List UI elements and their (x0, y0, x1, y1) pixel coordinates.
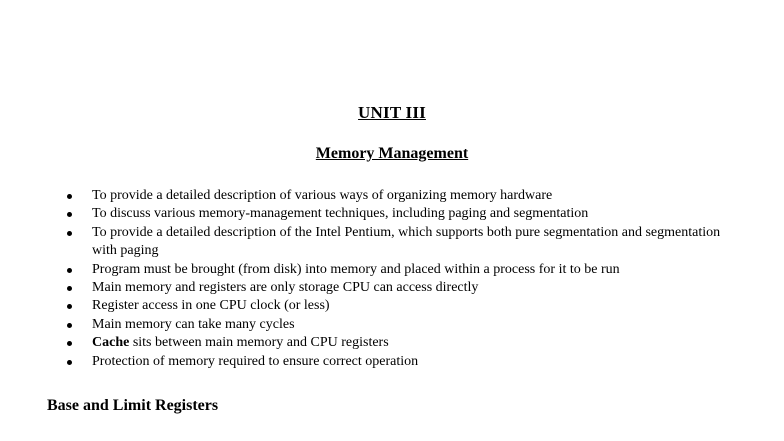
subheading-base-limit-registers: Base and Limit Registers (47, 397, 219, 414)
list-item: Program must be brought (from disk) into memory and placed within a process for it to be run (60, 261, 740, 279)
list-item: Cache sits between main memory and CPU registers (60, 334, 740, 352)
bullet-icon (67, 194, 72, 199)
list-item: Register access in one CPU clock (or less) (60, 297, 740, 315)
list-item: To provide a detailed description of various ways of organizing memory hardware (60, 187, 740, 205)
bullet-icon (67, 341, 72, 346)
section-title: Memory Management (315, 145, 469, 162)
bullet-icon (67, 360, 72, 365)
bullet-icon (67, 304, 72, 309)
bullet-icon (67, 323, 72, 328)
list-item: Protection of memory required to ensure correct operation (60, 353, 740, 371)
list-item: To discuss various memory-management techniques, including paging and segmentation (60, 205, 740, 223)
list-item: To provide a detailed description of the Intel Pentium, which supports both pure segmentation and segmentation with paging (60, 224, 740, 261)
list-item: Main memory and registers are only storage CPU can access directly (60, 279, 740, 297)
bullet-icon (67, 268, 72, 273)
unit-title: UNIT III (358, 103, 426, 122)
bullet-icon (67, 212, 72, 217)
bullet-list (60, 187, 740, 371)
cache-term: Cache (92, 335, 130, 351)
bullet-icon (67, 286, 72, 291)
list-item: Main memory can take many cycles (60, 316, 740, 334)
bullet-icon (67, 231, 72, 236)
